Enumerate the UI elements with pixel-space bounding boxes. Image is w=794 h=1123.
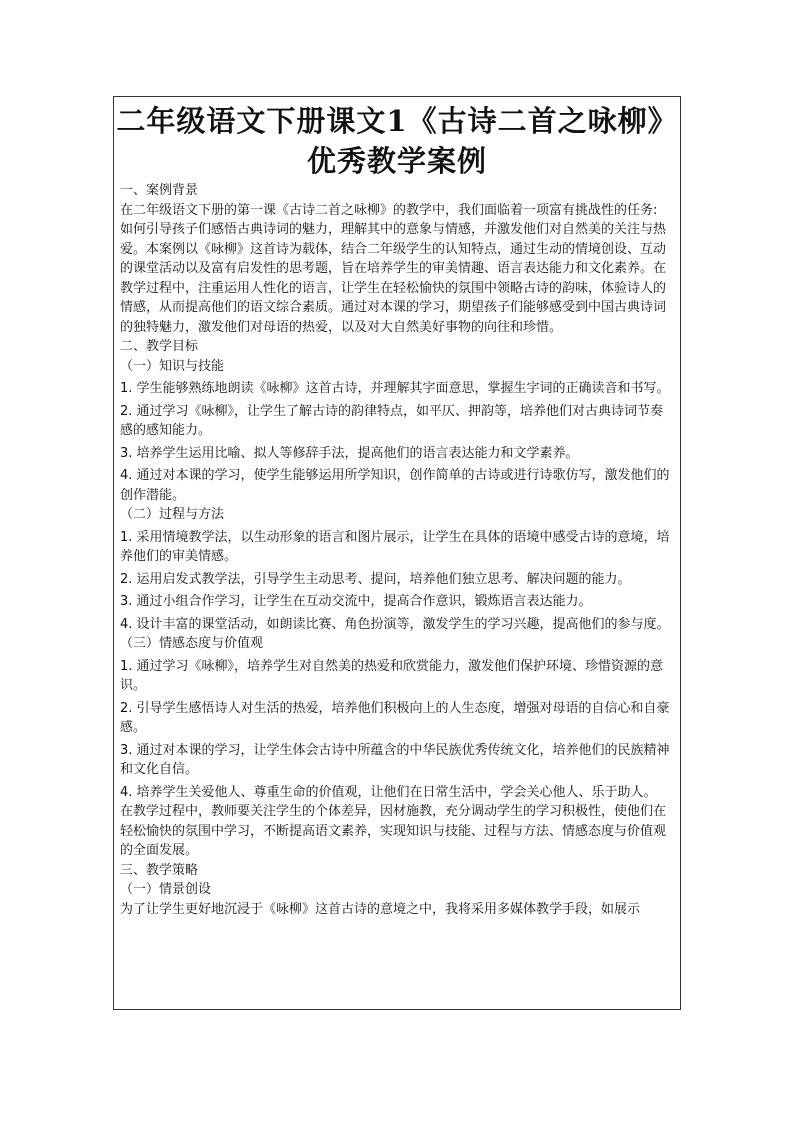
document-title: [114, 101, 680, 181]
list-item: 4. 设计丰富的课堂活动，如朗读比赛、角色扮演等，激发学生的学习兴趣，提高他们的参与度。: [120, 616, 670, 632]
list-item: 4. 通过对本课的学习，使学生能够运用所学知识，创作简单的古诗或进行诗歌仿写，激发他们的创作潜能。: [120, 468, 670, 503]
list-item: 4. 培养学生关爱他人、尊重生命的价值观，让他们在日常生活中，学会关心他人、乐于助人。: [120, 784, 657, 800]
list-item: 1. 学生能够熟练地朗读《咏柳》这首古诗，并理解其字面意思，掌握生字词的正确读音和书写。: [120, 381, 670, 396]
body-paragraph: 为了让学生更好地沉浸于《咏柳》这首古诗的意境之中，我将采用多媒体教学手段，如展示: [120, 901, 641, 917]
list-item: 2. 通过学习《咏柳》，让学生了解古诗的韵律特点，如平仄、押韵等，培养他们对古典诗词节奏感的感知能力。: [120, 403, 664, 438]
subsection-heading: （三）情感态度与价值观: [120, 636, 264, 651]
list-item: 1. 通过学习《咏柳》，培养学生对自然美的热爱和欣赏能力，激发他们保护环境、珍惜资源的意识。: [120, 658, 664, 693]
list-item: 2. 引导学生感悟诗人对生活的热爱，培养他们积极向上的人生态度，增强对母语的自信心和自豪感。: [120, 700, 670, 735]
subsection-heading: （二）过程与方法: [120, 507, 225, 522]
subsection-heading: （一）情景创设: [120, 882, 212, 897]
body-paragraph: 在教学过程中，教师要关注学生的个体差异，因材施教，充分调动学生的学习积极性，使他们在轻松愉快的氛围中学习，不断提高语文素养，实现知识与技能、过程与方法、情感态度与价值观的全面发展。: [120, 804, 667, 858]
section-heading: 一、案例背景: [120, 183, 199, 198]
list-item: 2. 运用启发式教学法，引导学生主动思考、提问，培养他们独立思考、解决问题的能力。: [120, 571, 631, 587]
document-frame: [113, 96, 681, 1010]
section-heading: 三、教学策略: [120, 862, 199, 878]
list-item: 1. 采用情境教学法，以生动形象的语言和图片展示，让学生在具体的语境中感受古诗的意境，培养他们的审美情感。: [120, 529, 670, 564]
body-paragraph: 在二年级语文下册的第一课《古诗二首之咏柳》的教学中，我们面临着一项富有挑战性的任务: 如何引导孩子们感悟古典诗词的魅力，理解其中的意象与情感，并激发他们对自然美的关注与热爱。本案例以《咏柳》这首诗为载体，结合二年级学生的认知特点，通过生动的情境创设、互动的课堂活动以及富有启发性的思考题，旨在培养学生的审美情趣、语言表达能力和文化素养。在教学过程中，注重运用人性化的语言，让学生在轻松愉快的氛围中领略古诗的韵味，体验诗人的情感，从而提高他们的语文综合素质。通过对本课的学习，期望孩子们能够感受到中国古典诗词的独特魅力，激发他们对母语的热爱，以及对大自然美好事物的向往和珍惜。: [120, 202, 667, 335]
subsection-heading: （一）知识与技能: [120, 358, 225, 374]
list-item: 3. 培养学生运用比喻、拟人等修辞手法，提高他们的语言表达能力和文学素养。: [120, 445, 579, 461]
document-body: [114, 181, 680, 919]
title-line-2: 优秀教学案例: [306, 144, 487, 178]
section-heading: 二、教学目标: [120, 339, 199, 354]
title-line-1: 二年级语文下册课文1《古诗二首之咏柳》: [116, 104, 678, 138]
list-item: 3. 通过对本课的学习，让学生体会古诗中所蕴含的中华民族优秀传统文化，培养他们的民族精神和文化自信。: [120, 742, 670, 777]
list-item: 3. 通过小组合作学习，让学生在互动交流中，提高合作意识，锻炼语言表达能力。: [120, 594, 592, 609]
